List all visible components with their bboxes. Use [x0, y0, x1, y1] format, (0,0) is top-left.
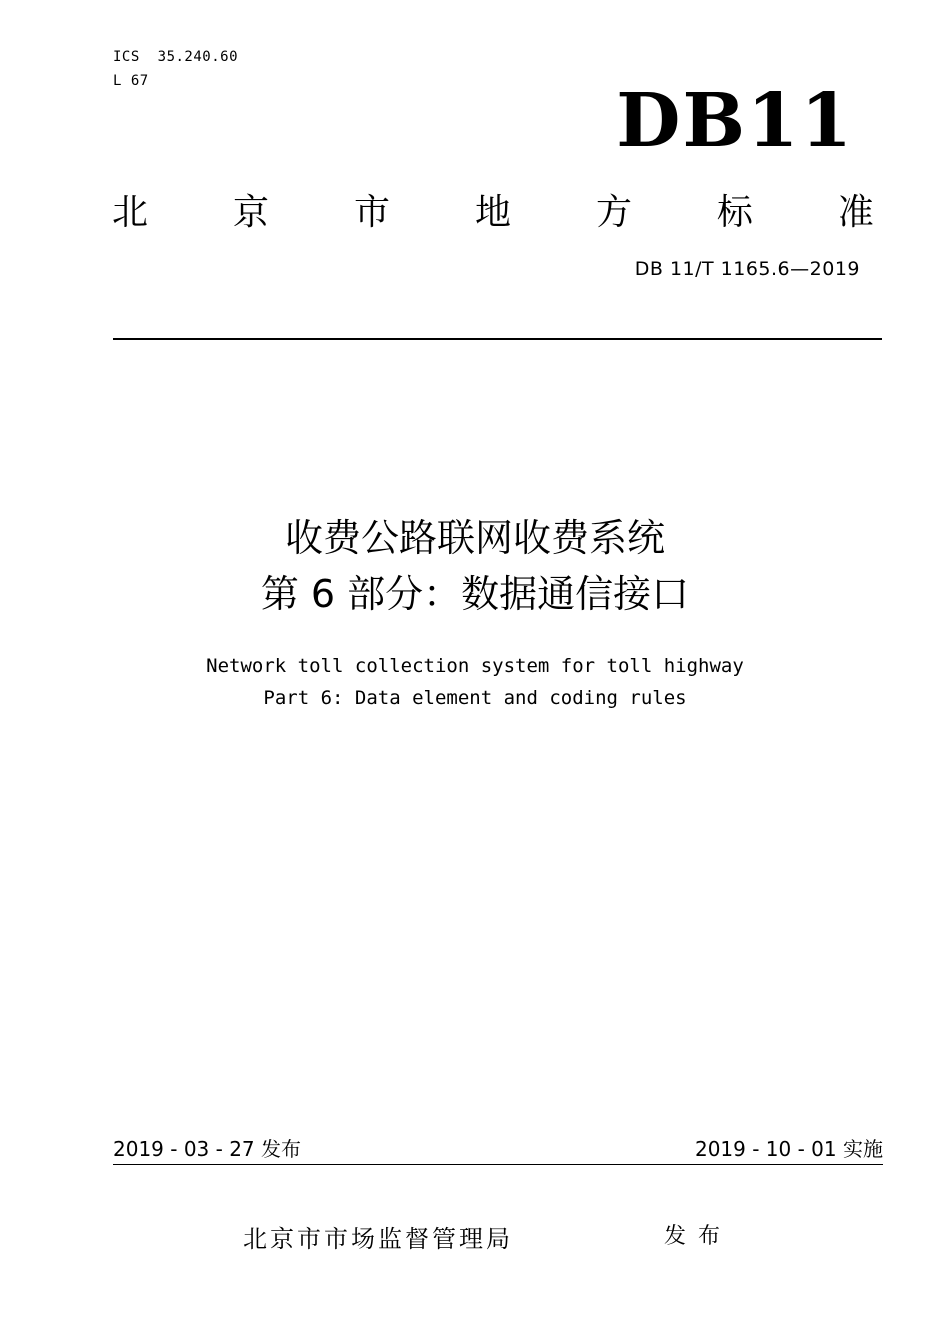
category-code: L 67 [113, 73, 149, 89]
standard-number: DB 11/T 1165.6—2019 [634, 258, 860, 280]
standard-type-char: 京 [232, 191, 269, 233]
standard-type-char: 地 [474, 191, 511, 233]
title-cn-line1: 收费公路联网收费系统 [284, 516, 665, 560]
standard-type-char: 北 [112, 191, 149, 233]
issuer: 北京市市场监督管理局 [243, 1225, 513, 1253]
standard-type-char: 准 [837, 191, 874, 233]
standard-type-char: 方 [595, 191, 632, 233]
title-en-line1: Network toll collection system for toll highway [206, 655, 744, 677]
title-cn-line2: 第 6 部分：数据通信接口 [260, 572, 690, 616]
implementation-date: 2019 - 10 - 01 实施 [694, 1137, 883, 1161]
standard-type-char: 标 [716, 191, 753, 233]
standard-type-heading [112, 184, 874, 234]
publish-label: 发布 [664, 1224, 733, 1249]
footer-divider [113, 1164, 883, 1165]
db11-logo: DB11 [616, 78, 854, 164]
title-en-line2: Part 6: Data element and coding rules [263, 687, 687, 709]
header-divider [113, 338, 882, 340]
issue-date: 2019 - 03 - 27 发布 [113, 1137, 302, 1161]
standard-type-char: 市 [353, 191, 390, 233]
ics-code: ICS 35.240.60 [113, 49, 239, 65]
